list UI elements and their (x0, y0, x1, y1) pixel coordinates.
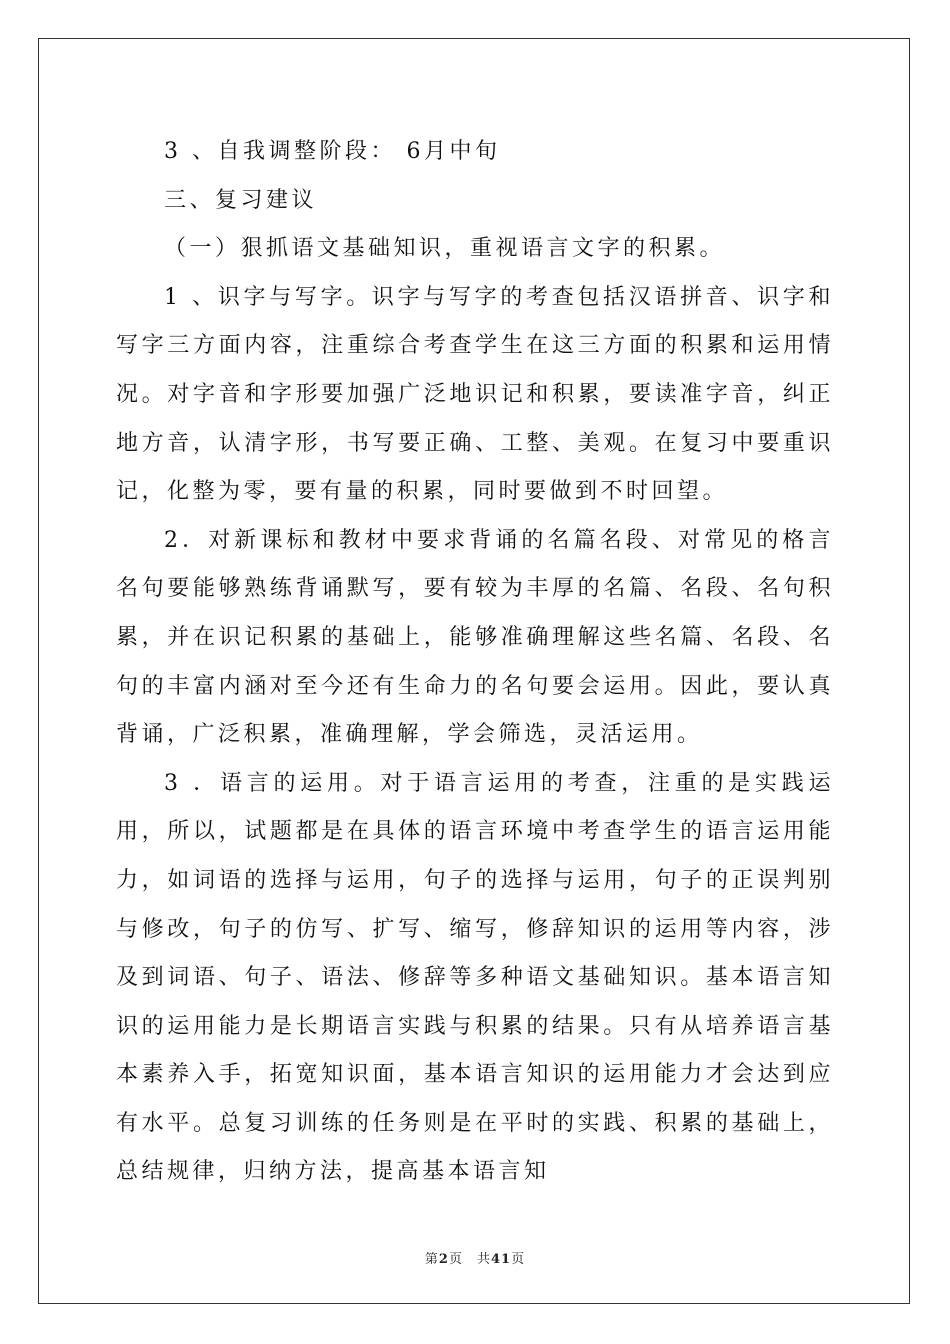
paragraph-stage-3: 3 、自我调整阶段： 6月中旬 (164, 139, 501, 164)
current-page-number: 2 (438, 1252, 449, 1267)
total-page-count: 41 (490, 1252, 512, 1267)
page-prefix: 第 (424, 1252, 439, 1267)
paragraph-language-usage: 3 ．语言的运用。对于语言运用的考查，注重的是实践运用，所以，试题都是在具体的语言环境中考查学生的语言运用能力，如词语的选择与运用，句子的选择与运用，句子的正误判别与修改，句子的仿写、扩写、缩写，修辞知识的运用等内容，涉及到词语、句子、语法、修辞等多种语文基础知识。基本语言知识的运用能力是长期语言实践与积累的结果。只有从培养语言基本素养入手，拓宽知识面，基本语言知识的运用能力才会达到应有水平。总复习训练的任务则是在平时的实践、积累的基础上，总结规律，归纳方法，提高基本语言知 (116, 770, 834, 1185)
subsection-heading-basics: （一）狠抓语文基础知识，重视语言文字的积累。 (164, 236, 726, 262)
paragraph-recitation: 2．对新课标和教材中要求背诵的名篇名段、对常见的格言名句要能够熟练背诵默写，要有较为丰厚的名篇、名段、名句积累，并在识记积累的基础上，能够准确理解这些名篇、名段、名句的丰富内涵对至今还有生命力的名句要会运用。因此，要认真背诵，广泛积累，准确理解，学会筛选，灵活运用。 (116, 527, 834, 748)
page-mid: 页 共 (448, 1252, 491, 1267)
paragraph-literacy-writing: 1 、识字与写字。识字与写字的考查包括汉语拼音、识字和写字三方面内容，注重综合考查学生在这三方面的积累和运用情况。对字音和字形要加强广泛地识记和积累，要读准字音，纠正地方音，认清字形，书写要正确、工整、美观。在复习中要重识记，化整为零，要有量的积累，同时要做到不时回望。 (116, 284, 834, 505)
document-body (116, 128, 834, 1197)
page-footer (0, 1248, 950, 1267)
page-suffix: 页 (511, 1252, 526, 1267)
section-heading-review-suggestions: 三、复习建议 (164, 187, 318, 213)
